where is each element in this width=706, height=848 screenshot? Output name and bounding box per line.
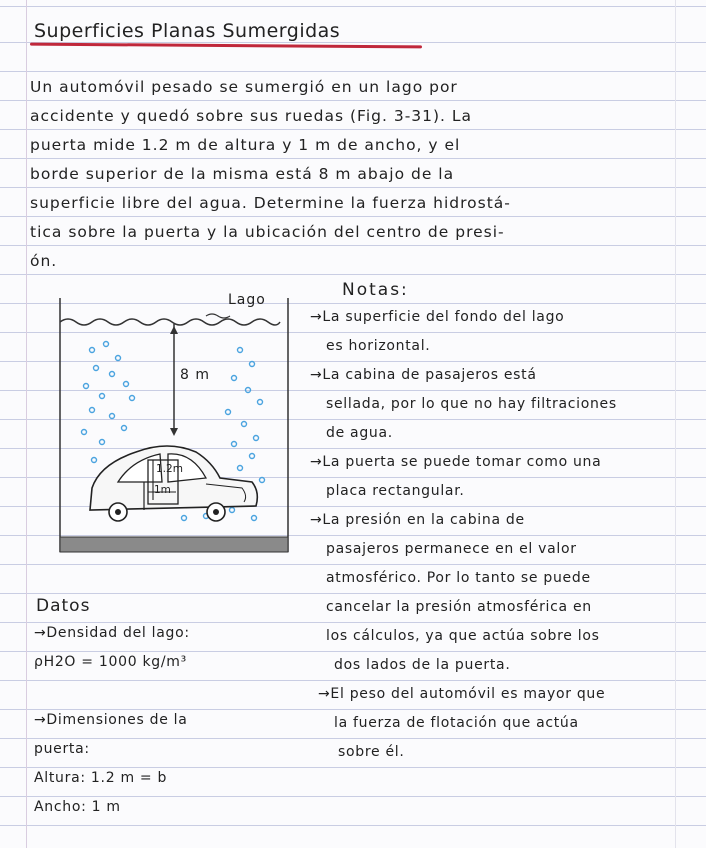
depth-arrow-head-bottom	[170, 428, 178, 436]
car	[90, 446, 257, 521]
datos-line: Ancho: 1 m	[34, 799, 121, 815]
water-surface	[60, 319, 280, 325]
problem-line: superficie libre del agua. Determine la fuerza hidrostá-	[30, 194, 511, 212]
problem-line: borde superior de la misma está 8 m abajo de la	[30, 165, 455, 183]
depth-arrow-head-top	[170, 326, 178, 334]
note-line: atmosférico. Por lo tanto se puede	[326, 570, 591, 586]
note-line: los cálculos, ya que actúa sobre los	[326, 628, 600, 644]
datos-line: puerta:	[34, 741, 90, 757]
datos-title: Datos	[36, 596, 91, 616]
page-edge-line	[675, 0, 676, 848]
notes-title: Notas:	[342, 280, 409, 300]
margin-line	[26, 0, 27, 848]
datos-line: →Dimensiones de la	[34, 712, 188, 728]
door-height-label: 1.2m	[156, 463, 183, 475]
problem-line: puerta mide 1.2 m de altura y 1 m de ancho, y el	[30, 136, 461, 154]
note-line: →La cabina de pasajeros está	[310, 367, 537, 383]
note-line: de agua.	[326, 425, 393, 441]
door-width-label: 1m	[154, 484, 171, 496]
note-line: la fuerza de flotación que actúa	[334, 715, 579, 731]
note-line: dos lados de la puerta.	[334, 657, 511, 673]
note-line: pasajeros permanece en el valor	[326, 541, 577, 557]
title-underline	[30, 43, 422, 49]
note-line: es horizontal.	[326, 338, 431, 354]
problem-line: ón.	[30, 252, 58, 270]
note-line: sellada, por lo que no hay filtraciones	[326, 396, 617, 412]
note-line: placa rectangular.	[326, 483, 465, 499]
note-line: →La puerta se puede tomar como una	[310, 454, 602, 470]
note-line: sobre él.	[338, 744, 405, 760]
note-line: →La presión en la cabina de	[310, 512, 525, 528]
problem-line: accidente y quedó sobre sus ruedas (Fig. 3-31). La	[30, 107, 473, 125]
note-line: →El peso del automóvil es mayor que	[318, 686, 606, 702]
problem-line: tica sobre la puerta y la ubicación del centro de presi-	[30, 223, 505, 241]
surface-wave	[206, 314, 230, 318]
note-line: →La superficie del fondo del lago	[310, 309, 565, 325]
depth-label: 8 m	[180, 367, 210, 383]
lake-bottom	[60, 537, 288, 552]
lake-label: Lago	[228, 292, 266, 308]
lake-figure	[56, 292, 306, 554]
problem-line: Un automóvil pesado se sumergió en un lago por	[30, 78, 458, 96]
page-title: Superficies Planas Sumergidas	[34, 20, 341, 42]
datos-line: Altura: 1.2 m = b	[34, 770, 168, 786]
datos-line: ρH2O = 1000 kg/m³	[34, 654, 187, 670]
datos-line: →Densidad del lago:	[34, 625, 190, 641]
note-line: cancelar la presión atmosférica en	[326, 599, 592, 615]
